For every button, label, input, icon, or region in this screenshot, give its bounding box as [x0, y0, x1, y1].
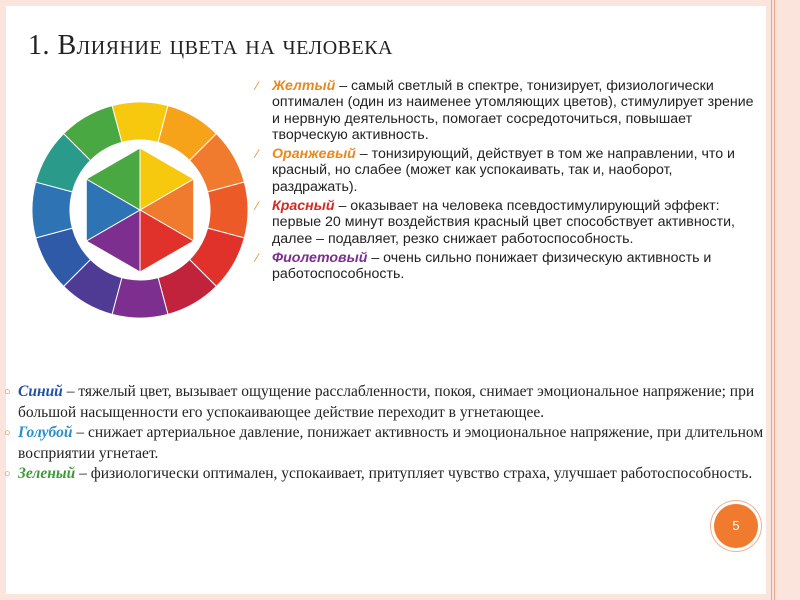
page-title: 1. Влияние цвета на человека	[28, 30, 393, 61]
desc-violet: – очень сильно понижает физическую активность и работоспособность.	[272, 249, 712, 283]
frame-line-inner	[774, 0, 775, 600]
desc-light-blue: – снижает артериальное давление, понижает активность и эмоциональное напряжение, при длительном восприятии угнетает.	[18, 424, 764, 462]
list-item-red	[252, 198, 760, 247]
color-wheel-image	[30, 100, 250, 320]
page-number-badge: 5	[714, 504, 758, 548]
right-column	[252, 78, 760, 286]
list-item-violet	[252, 250, 760, 283]
keyword-blue: Синий	[18, 383, 63, 400]
desc-green: – физиологически оптимален, успокаивает, притупляет чувство страха, улучшает работоспособность.	[75, 465, 753, 482]
keyword-yellow: Желтый	[272, 78, 336, 94]
keyword-orange: Оранжевый	[272, 146, 356, 163]
frame-line	[771, 0, 772, 600]
desc-blue: – тяжелый цвет, вызывает ощущение расслабленности, покоя, снимает эмоциональное напряжение; при большой насыщенности его успокаивающее действие переходит в угнетающее.	[18, 383, 755, 421]
bottom-list	[4, 382, 764, 485]
desc-orange: – тонизирующий, действует в том же направлении, что и красный, но слабее (может как успокаивать, так и, наоборот, раздражать).	[272, 146, 735, 195]
circle-bullet-icon: ○	[4, 468, 11, 480]
keyword-green: Зеленый	[18, 465, 76, 482]
bullet-icon: ⁄	[256, 250, 259, 265]
list-item-orange	[252, 146, 760, 195]
bullet-icon: ⁄	[256, 199, 259, 214]
list-item-yellow	[252, 78, 760, 143]
bullet-icon: ⁄	[256, 79, 259, 93]
list-item-blue	[4, 382, 764, 423]
list-item-green	[4, 464, 764, 485]
desc-red: – оказывает на человека псевдостимулирующий эффект: первые 20 минут воздействия красный цвет способствует активности, далее – подавляет, резко снижает работоспособность.	[272, 198, 736, 247]
keyword-light-blue: Голубой	[18, 424, 73, 441]
circle-bullet-icon: ○	[4, 427, 11, 439]
circle-bullet-icon: ○	[4, 386, 11, 398]
keyword-red: Красный	[272, 198, 335, 215]
frame-right-band	[768, 0, 800, 600]
keyword-violet: Фиолетовый	[272, 249, 368, 266]
list-item-light-blue	[4, 423, 764, 464]
bullet-icon: ⁄	[256, 147, 259, 162]
desc-yellow: – самый светлый в спектре, тонизирует, физиологически оптимален (один из наименее утомляющих цветов), стимулирует зрение и нервную деятельность, помогает сосредоточиться, повышает творческую активность.	[272, 78, 754, 143]
